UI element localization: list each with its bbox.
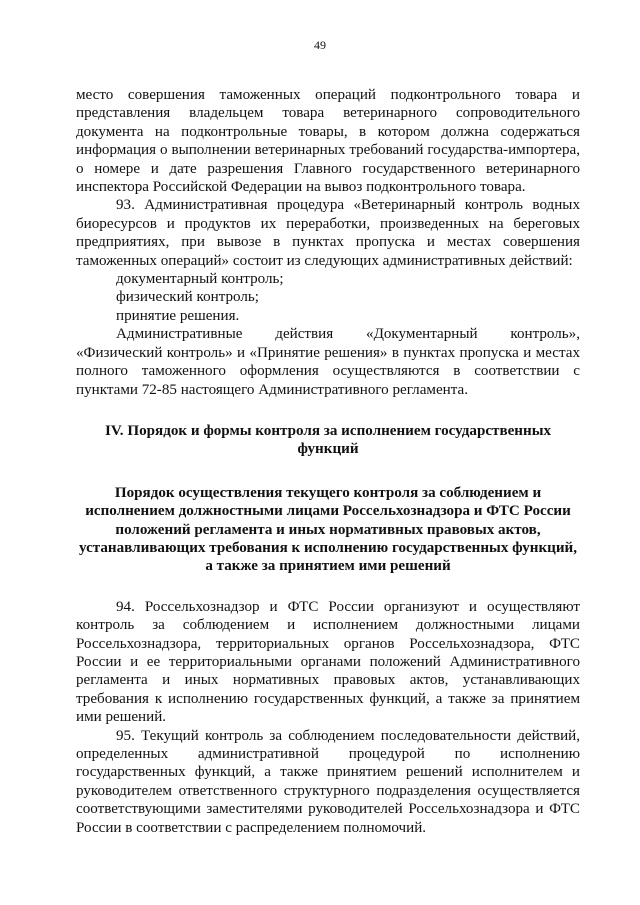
section-heading-line: IV. Порядок и формы контроля за исполнением государственных [104, 422, 552, 439]
list-item: физический контроль; [116, 289, 259, 306]
paragraph-95: 95. Текущий контроль за соблюдением последовательности действий, определенных административной процедурой по исполнению государственных функций, а также принятием решений исполнителем и руководителем ответственного структурного подразделения осуществляется соответствующими заместителями руководителей Россельхознадзора и ФТС России в соответствии с распределением полномочий. [76, 727, 580, 836]
sub-heading-line: устанавливающих требования к исполнению государственных функций, [78, 539, 578, 556]
paragraph-94: 94. Россельхознадзор и ФТС России организуют и осуществляют контроль за соблюдением и исполнением должностными лицами Россельхознадзора, территориальных органов Россельхознадзора, ФТС России и ее территориальными органами положений Административного регламента и иных нормативных правовых актов, устанавливающих требования к исполнению государственных функций, а также за принятием ими решений. [76, 598, 580, 726]
sub-heading [76, 484, 580, 576]
paragraph-93: 93. Административная процедура «Ветеринарный контроль водных биоресурсов и продуктов их переработки, произведенных на береговых предприятиях, при вывозе в пунктах пропуска и местах совершения таможенных операций» состоит из следующих административных действий: [76, 197, 580, 269]
sub-heading-line: положений регламента и иных нормативных правовых актов, [115, 521, 541, 538]
section-heading-line: функций [297, 441, 359, 458]
sub-heading-line: а также за принятием ими решений [205, 558, 451, 575]
paragraph-continuation: место совершения таможенных операций подконтрольного товара и представления владельцем товара ветеринарного сопроводительного документа на подконтрольные товары, в котором должна содержаться информация о выполнении ветеринарных требований государства-импортера, о номере и дате разрешения Главного государственного ветеринарного инспектора Российской Федерации на вывоз подконтрольного товара. [76, 87, 580, 196]
list-item: принятие решения. [116, 307, 240, 324]
section-heading [76, 422, 580, 459]
sub-heading-line: Порядок осуществления текущего контроля за соблюдением и [114, 484, 542, 501]
list-item: документарный контроль; [116, 271, 284, 288]
page-number: 49 [314, 38, 326, 52]
page-content [76, 86, 580, 837]
paragraph-administrative-actions: Административные действия «Документарный контроль», «Физический контроль» и «Принятие решения» в пунктах пропуска и местах полного таможенного оформления осуществляются в соответствии с пунктами 72-85 настоящего Административного регламента. [76, 326, 580, 398]
sub-heading-line: исполнением должностными лицами Россельхознадзора и ФТС России [85, 503, 571, 520]
